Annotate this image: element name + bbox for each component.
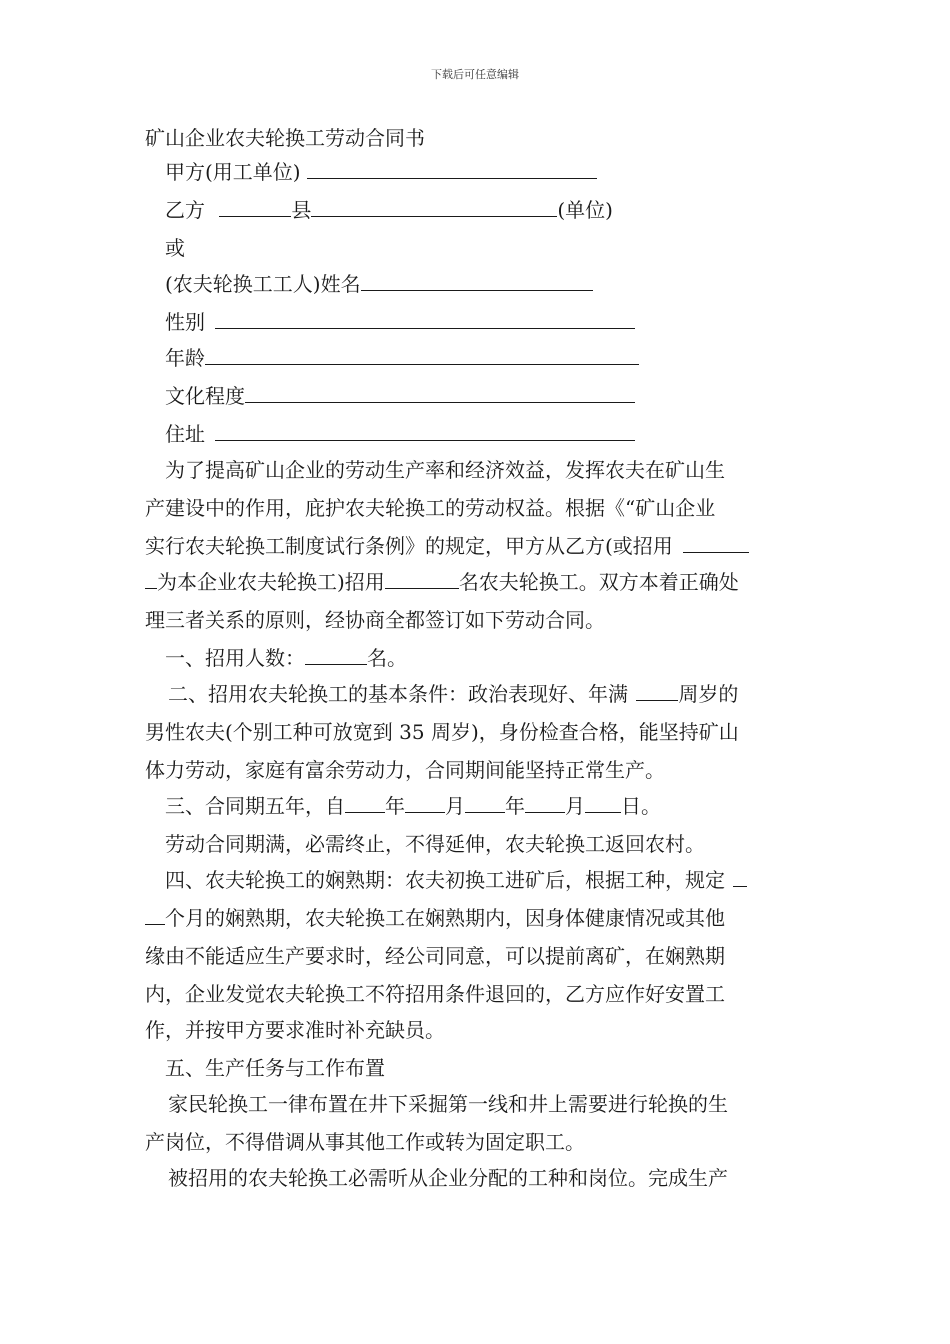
party-a-blank[interactable] [307, 160, 597, 179]
education-label: 文化程度 [165, 384, 245, 408]
party-b-line [165, 198, 613, 222]
recruit-source-blank-cont[interactable] [145, 570, 157, 589]
section-2-text-a: 二、招用农夫轮换工的基本条件：政治表现好、年满 [168, 682, 628, 706]
document-title: 矿山企业农夫轮换工劳动合同书 [145, 126, 425, 150]
section-4-line-5: 作，并按甲方要求准时补充缺员。 [145, 1018, 445, 1042]
age-limit-blank[interactable] [636, 682, 678, 701]
education-line [165, 384, 635, 408]
worker-name-line [165, 272, 593, 296]
age-label: 年龄 [165, 346, 205, 370]
party-a-line [165, 160, 597, 184]
day-label: 日。 [621, 794, 661, 818]
start-month-blank[interactable] [405, 794, 445, 813]
section-4-line-2 [145, 906, 725, 930]
section-5-p1-line-2: 产岗位，不得借调从事其他工作或转为固定职工。 [145, 1130, 585, 1154]
headcount-blank[interactable] [305, 646, 367, 665]
section-1-text-b: 名。 [367, 646, 407, 670]
end-year-blank[interactable] [465, 794, 505, 813]
worker-name-blank[interactable] [361, 272, 593, 291]
section-2-line-1 [168, 682, 738, 706]
or-line: 或 [165, 236, 185, 260]
party-b-label: 乙方 [165, 198, 205, 222]
preamble-line-4 [145, 570, 739, 594]
section-4-text-2: 个月的娴熟期，农夫轮换工在娴熟期内，因身体健康情况或其他 [165, 906, 725, 930]
section-3-line-2: 劳动合同期满，必需终止，不得延伸，农夫轮换工返回农村。 [165, 832, 705, 856]
preamble-line-1: 为了提高矿山企业的劳动生产率和经济效益，发挥农夫在矿山生 [165, 458, 725, 482]
recruit-count-blank[interactable] [385, 570, 459, 589]
section-2-line-2: 男性农夫(个别工种可放宽到 35 周岁)，身份检查合格，能坚持矿山 [145, 720, 739, 744]
header-note: 下载后可任意编辑 [431, 68, 519, 81]
familiarization-months-blank[interactable] [733, 868, 747, 887]
year-label-2: 年 [505, 794, 525, 818]
age-blank[interactable] [205, 346, 639, 365]
gender-label: 性别 [165, 310, 205, 334]
worker-name-label: (农夫轮换工工人)姓名 [165, 272, 361, 296]
section-5-p1-line-1: 家民轮换工一律布置在井下采掘第一线和井上需要进行轮换的生 [168, 1092, 728, 1116]
section-4-line-3: 缘由不能适应生产要求时，经公司同意，可以提前离矿，在娴熟期 [145, 944, 725, 968]
party-a-label: 甲方(用工单位) [165, 160, 301, 184]
section-2-text-b: 周岁的 [678, 682, 739, 706]
section-3-line-1 [165, 794, 661, 818]
preamble-line-3-text: 实行农夫轮换工制度试行条例》的规定，甲方从乙方(或招用 [145, 534, 673, 558]
preamble-line-4-text-b: 名农夫轮换工。双方本着正确处 [458, 570, 739, 594]
start-year-blank[interactable] [345, 794, 385, 813]
unit-blank[interactable] [311, 198, 557, 217]
year-label-1: 年 [385, 794, 405, 818]
gender-blank[interactable] [215, 310, 635, 329]
section-4-text-1: 四、农夫轮换工的娴熟期：农夫初换工进矿后，根据工种，规定 [165, 868, 725, 892]
preamble-line-2: 产建设中的作用，庇护农夫轮换工的劳动权益。根据《“矿山企业 [145, 496, 716, 520]
preamble-line-4-text-a: 为本企业农夫轮换工)招用 [157, 570, 385, 594]
recruit-source-blank[interactable] [683, 534, 749, 553]
month-label-1: 月 [445, 794, 465, 818]
address-blank[interactable] [215, 422, 635, 441]
month-label-2: 月 [565, 794, 585, 818]
section-4-line-1 [165, 868, 747, 892]
familiarization-months-blank-cont[interactable] [145, 906, 165, 925]
section-5-p2-line-1: 被招用的农夫轮换工必需听从企业分配的工种和岗位。完成生产 [168, 1166, 728, 1190]
address-label: 住址 [165, 422, 205, 446]
end-month-blank[interactable] [525, 794, 565, 813]
section-4-line-4: 内，企业发觉农夫轮换工不符招用条件退回的，乙方应作好安置工 [145, 982, 725, 1006]
gender-line [165, 310, 635, 334]
section-1-text-a: 一、招用人数： [165, 646, 305, 670]
preamble-line-5: 理三者关系的原则，经协商全都签订如下劳动合同。 [145, 608, 605, 632]
preamble-line-3 [145, 534, 749, 558]
section-3-text: 三、合同期五年，自 [165, 794, 345, 818]
section-1-line [165, 646, 407, 670]
end-day-blank[interactable] [585, 794, 621, 813]
unit-label: (单位) [557, 198, 613, 222]
section-5-heading: 五、生产任务与工作布置 [165, 1056, 385, 1080]
address-line [165, 422, 635, 446]
county-label: 县 [291, 198, 312, 222]
age-line [165, 346, 639, 370]
county-blank[interactable] [219, 198, 291, 217]
section-2-line-3: 体力劳动，家庭有富余劳动力，合同期间能坚持正常生产。 [145, 758, 665, 782]
education-blank[interactable] [245, 384, 635, 403]
